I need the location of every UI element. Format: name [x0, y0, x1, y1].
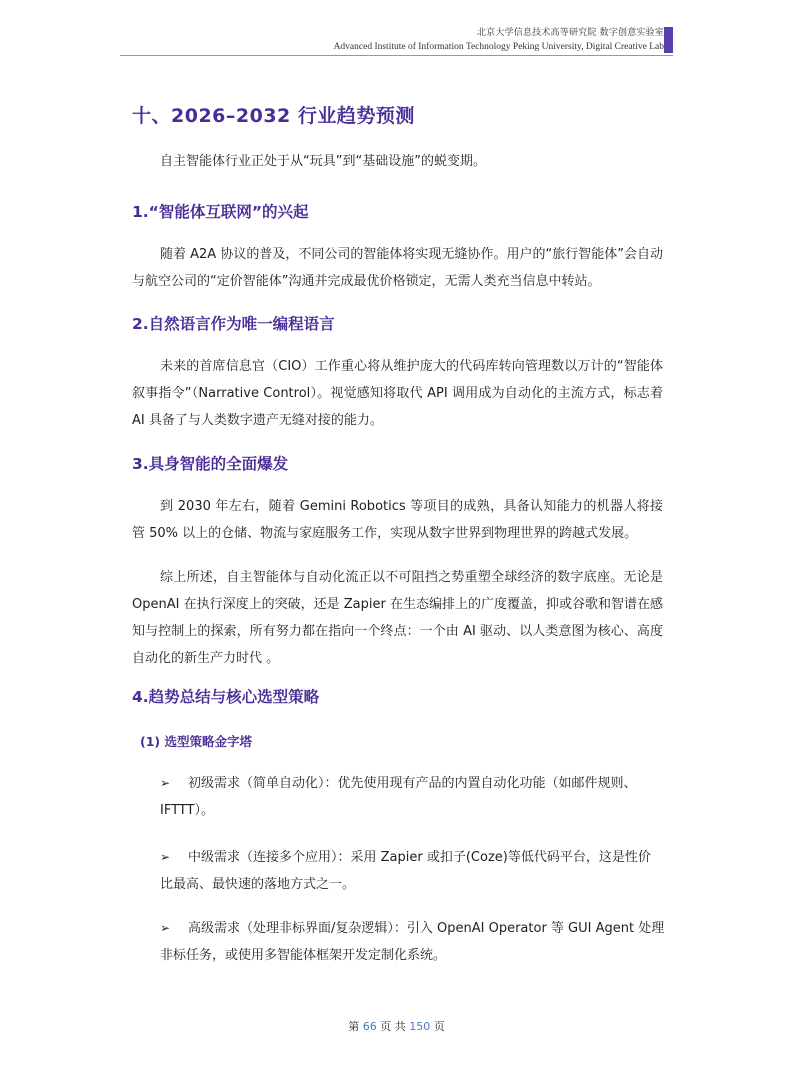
bullet-text: 高级需求（处理非标界面/复杂逻辑）：引入 OpenAI Operator 等 GUI Agent 处理	[188, 921, 665, 936]
page-header	[334, 26, 664, 54]
bullet-text: 中级需求（连接多个应用）：采用 Zapier 或扣子(Coze)等低代码平台，这是性价	[188, 850, 651, 865]
arrow-bullet-icon: ➢	[160, 776, 171, 790]
arrow-bullet-icon: ➢	[160, 921, 171, 935]
section-3-paragraph-1: 到 2030 年左右，随着 Gemini Robotics 等项目的成熟，具备认知能力的机器人将接管 50% 以上的仓储、物流与家庭服务工作，实现从数字世界到物理世界的跨越式发展。	[132, 499, 663, 541]
subsection-heading: (1) 选型策略金字塔	[140, 734, 252, 749]
current-page-number: 66	[362, 1020, 377, 1033]
section-heading-2: 2.自然语言作为唯一编程语言	[132, 315, 335, 333]
section-1-paragraph: 随着 A2A 协议的普及，不同公司的智能体将实现无缝协作。用户的“旅行智能体”会自动与航空公司的“定价智能体”沟通并完成最优价格锁定，无需人类充当信息中转站。	[132, 247, 663, 289]
bullet-text-continued: IFTTT）。	[160, 803, 214, 818]
footer-prefix: 第	[348, 1020, 360, 1033]
bullet-text: 初级需求（简单自动化）：优先使用现有产品的内置自动化功能（如邮件规则、	[188, 776, 637, 791]
section-3-paragraph-2: 综上所述，自主智能体与自动化流正以不可阻挡之势重塑全球经济的数字底座。无论是 OpenAI 在执行深度上的突破，还是 Zapier 在生态编排上的广度覆盖，抑或谷歌和智谱在感知与控制上的探索，所有努力都在指向一个终点：一个由 AI 驱动、以人类意图为核心、高度自动化的新生产力时代 。	[132, 570, 663, 666]
arrow-bullet-icon: ➢	[160, 850, 171, 864]
header-divider	[120, 55, 673, 56]
footer-suffix: 页	[433, 1020, 445, 1033]
section-heading-4: 4.趋势总结与核心选型策略	[132, 688, 320, 706]
intro-paragraph: 自主智能体行业正处于从“玩具”到“基础设施”的蜕变期。	[160, 154, 486, 169]
bullet-text-continued: 比最高、最快速的落地方式之一。	[160, 877, 356, 892]
page-footer	[0, 1018, 793, 1034]
section-heading-1: 1.“智能体互联网”的兴起	[132, 203, 309, 221]
header-institute-cn: 北京大学信息技术高等研究院 数字创意实验室	[476, 28, 664, 38]
chapter-title: 十、2026–2032 行业趋势预测	[132, 105, 415, 127]
bullet-text-continued: 非标任务，或使用多智能体框架开发定制化系统。	[160, 948, 447, 963]
section-2-paragraph: 未来的首席信息官（CIO）工作重心将从维护庞大的代码库转向管理数以万计的“智能体叙事指令”（Narrative Control）。视觉感知将取代 API 调用成为自动化的主流方式，标志着 AI 具备了与人类数字遗产无缝对接的能力。	[132, 359, 663, 428]
footer-middle: 页 共	[380, 1020, 406, 1033]
section-heading-3: 3.具身智能的全面爆发	[132, 455, 289, 473]
total-page-count: 150	[409, 1020, 431, 1033]
header-institute-en: Advanced Institute of Information Technology Peking University, Digital Creative Lab	[333, 42, 664, 52]
header-accent-bar	[664, 27, 673, 53]
